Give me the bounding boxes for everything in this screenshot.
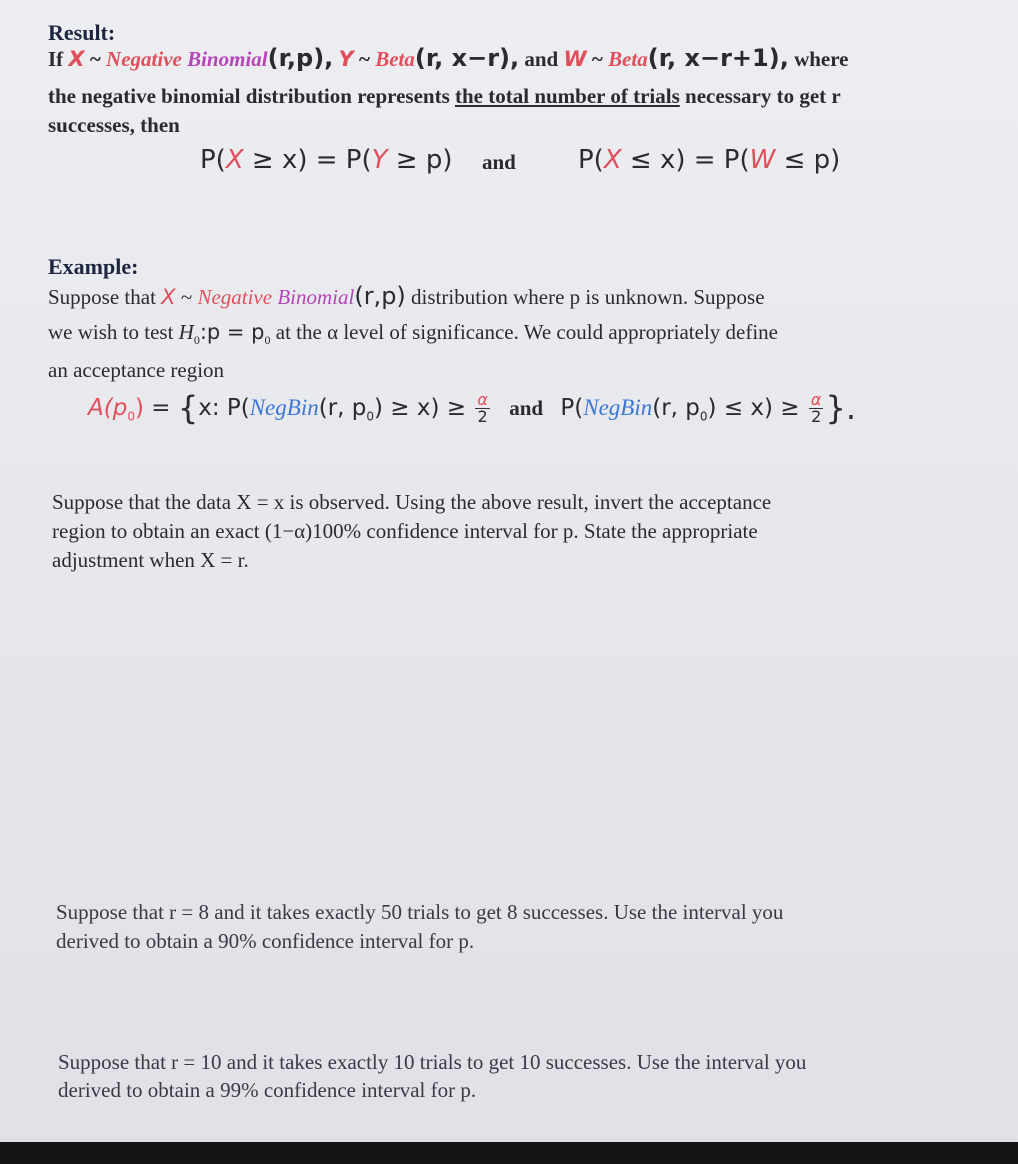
region-a-sub: 0 <box>127 409 135 424</box>
alpha-over-two-1 <box>475 392 490 425</box>
eq-left-y: Y <box>371 145 388 175</box>
tilde-2: ~ <box>359 47 370 71</box>
region-rbrace: }. <box>825 389 856 427</box>
equation-left <box>200 145 452 175</box>
equation-right <box>578 145 840 175</box>
ex2-hyp: :p = p <box>199 320 265 344</box>
beta-y-args: (r, x−r), <box>414 44 520 72</box>
var-y: Y <box>338 47 354 71</box>
para2-line-2: region to obtain an exact (1−α)100% confidence interval for p. State the appropriate <box>52 519 758 543</box>
region-lbrace: { <box>177 389 199 427</box>
equation-and: and <box>482 150 516 174</box>
eq-left-p: P( <box>200 145 226 175</box>
eq-left-mid: ≥ x) = P( <box>243 145 372 175</box>
region-args-2-end: ) ≤ x) ≥ <box>707 395 800 421</box>
question-1-line-1: Suppose that r = 8 and it takes exactly 50 trials to get 8 successes. Use the interval you <box>56 900 784 924</box>
negative-word: Negative <box>106 47 182 71</box>
ex-tilde: ~ <box>180 285 193 309</box>
var-w: W <box>563 47 587 71</box>
ex2-h-sub: 0 <box>193 333 200 348</box>
result-heading: Result: <box>48 20 116 45</box>
region-eq: = <box>151 395 171 421</box>
binomial-word: Binomial <box>187 47 268 71</box>
example-line-3: an acceptance region <box>48 358 225 382</box>
ex-pre: Suppose that <box>48 285 156 309</box>
ex2-pre: we wish to test <box>48 320 174 344</box>
question-2-line-1: Suppose that r = 10 and it takes exactly 10 trials to get 10 successes. Use the interval you <box>58 1050 807 1074</box>
region-args-2: (r, p <box>652 395 700 421</box>
region-a: A(p <box>88 395 128 421</box>
result-line-1 <box>48 44 849 72</box>
beta-w-args: (r, x−r+1), <box>647 44 789 72</box>
ex2-post: at the α level of significance. We could appropriately define <box>270 320 778 344</box>
eq-right-mid: ≤ x) = P( <box>621 145 750 175</box>
ex-binomial: Binomial <box>277 285 355 309</box>
screen-bezel <box>0 1142 1018 1164</box>
region-and: and <box>509 396 544 420</box>
and-word: and <box>524 47 559 71</box>
alpha-over-two-2 <box>809 392 824 425</box>
eq-right-w: W <box>749 145 776 175</box>
region-args-1-end: ) ≥ x) ≥ <box>374 395 467 421</box>
eq-left-end: ≥ p) <box>387 145 453 175</box>
tilde: ~ <box>89 47 101 71</box>
eq-right-end: ≤ p) <box>775 145 841 175</box>
ex2-p-sub: 0 <box>264 333 271 348</box>
beta-y: Beta <box>375 47 415 71</box>
region-args-1: (r, p <box>318 395 367 421</box>
negbin-args: (r,p), <box>267 44 334 72</box>
frac1-two: 2 <box>477 407 488 426</box>
region-args-1-sub: 0 <box>366 409 375 424</box>
ex-post: distribution where p is unknown. Suppose <box>411 285 765 309</box>
region-p2: P( <box>560 395 584 421</box>
eq-right-p: P( <box>578 145 604 175</box>
region-negbin-2: NegBin <box>583 395 653 420</box>
ex-var-x: X <box>161 285 176 309</box>
region-a-end: ) <box>134 395 144 421</box>
ex-args: (r,p) <box>354 282 406 310</box>
frac1-alpha: α <box>477 390 488 409</box>
ex-negative: Negative <box>197 285 273 309</box>
var-x: X <box>68 47 85 71</box>
question-1-line-2: derived to obtain a 90% confidence interval for p. <box>56 929 475 953</box>
frac2-two: 2 <box>811 407 822 426</box>
line2-post: necessary to get r <box>685 84 841 108</box>
question-2-line-2: derived to obtain a 99% confidence interval for p. <box>58 1078 477 1102</box>
ex2-h: H <box>178 320 194 344</box>
where-word: where <box>794 47 849 71</box>
tilde-3: ~ <box>591 47 603 71</box>
if-word: If <box>48 47 64 71</box>
example-line-1 <box>48 282 765 310</box>
para2-line-3: adjustment when X = r. <box>52 548 249 572</box>
region-xcolon: x: P( <box>198 395 250 421</box>
frac2-alpha: α <box>810 390 822 409</box>
example-line-2 <box>48 320 778 348</box>
eq-left-x: X <box>225 145 244 175</box>
region-args-2-sub: 0 <box>699 409 708 424</box>
eq-right-x: X <box>603 145 622 175</box>
result-line-2 <box>48 84 841 109</box>
line2-pre: the negative binomial distribution represents <box>48 84 450 108</box>
result-line-3: successes, then <box>48 113 180 137</box>
acceptance-region-formula <box>88 389 856 427</box>
beta-w: Beta <box>608 47 648 71</box>
example-heading: Example: <box>48 254 139 279</box>
para2-line-1: Suppose that the data X = x is observed. Using the above result, invert the acceptance <box>52 490 772 514</box>
region-negbin-1: NegBin <box>249 395 319 420</box>
line2-underlined: the total number of trials <box>455 84 680 108</box>
